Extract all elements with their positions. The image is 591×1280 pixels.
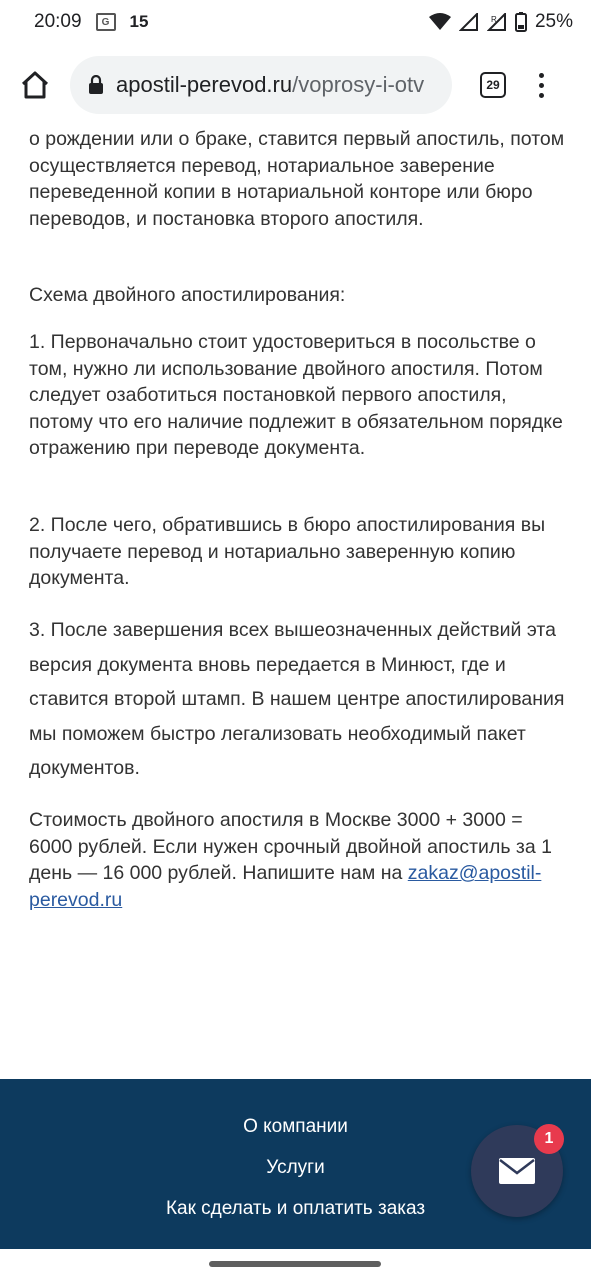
paragraph-intro: о рождении или о браке, ставится первый апостиль, потом осуществляется перевод, нотариальное заверение переведенной копии в нотариальной конторе или бюро переводов, и постановка второго апостиля. [29, 128, 565, 230]
article-content [0, 126, 591, 1079]
signal-icon [459, 13, 479, 31]
footer-link-services[interactable]: Услуги [266, 1157, 325, 1178]
svg-text:R: R [490, 15, 497, 24]
paragraph-price [29, 807, 569, 913]
battery-percent: 25% [534, 11, 573, 32]
lock-icon [88, 75, 104, 95]
mail-icon [498, 1157, 536, 1185]
chat-unread-badge: 1 [534, 1124, 564, 1154]
overflow-menu-button[interactable] [536, 73, 546, 98]
wifi-icon [429, 13, 451, 31]
url-path: /voprosy-i-otv [292, 72, 425, 97]
notification-count: 15 [129, 12, 149, 31]
paragraph-step-2: 2. После чего, обратившись в бюро апостилирования вы получаете перевод и нотариально заверенную копию документа. [29, 514, 546, 590]
paragraph-step-1: 1. Первоначально стоит удостовериться в посольстве о том, нужно ли использование двойного апостиля. Потом следует озаботиться постановкой первого апостиля, потому что его наличие подлежит в обязательном порядке отражению при переводе документа. [29, 331, 563, 460]
price-text: Стоимость двойного апостиля в Москве 3000 + 3000 = 6000 рублей. Если нужен срочный двойной апостиль за 1 день — 16 000 рублей. Напишите нам на [29, 809, 552, 885]
system-nav-bar [0, 1249, 591, 1280]
url-text [116, 72, 424, 98]
translate-notification-icon: G [96, 13, 116, 31]
roaming-signal-icon [487, 13, 507, 31]
address-bar[interactable] [70, 56, 452, 114]
url-domain: apostil-perevod.ru [116, 72, 293, 97]
browser-toolbar [0, 44, 591, 126]
battery-icon [515, 12, 527, 32]
dot-icon [539, 73, 544, 78]
status-bar [0, 0, 591, 44]
footer-link-about[interactable]: О компании [243, 1116, 348, 1137]
dot-icon [539, 83, 544, 88]
paragraph-step-3: 3. После завершения всех вышеозначенных действий эта версия документа вновь передается в Минюст, где и ставится второй штамп. В нашем центре апостилирования мы поможем быстро легализовать необходимый пакет документов. [29, 619, 565, 779]
email-link[interactable]: zakaz@apostil-perevod.ru [29, 862, 542, 911]
tab-switcher-button[interactable]: 29 [480, 72, 506, 98]
home-indicator[interactable] [209, 1261, 381, 1267]
footer-link-order[interactable]: Как сделать и оплатить заказ [165, 1198, 426, 1219]
status-time: 20:09 [34, 11, 82, 32]
home-icon [20, 71, 50, 99]
home-button[interactable] [0, 44, 70, 126]
paragraph-scheme-title: Схема двойного апостилирования: [29, 284, 346, 306]
dot-icon [539, 93, 544, 98]
